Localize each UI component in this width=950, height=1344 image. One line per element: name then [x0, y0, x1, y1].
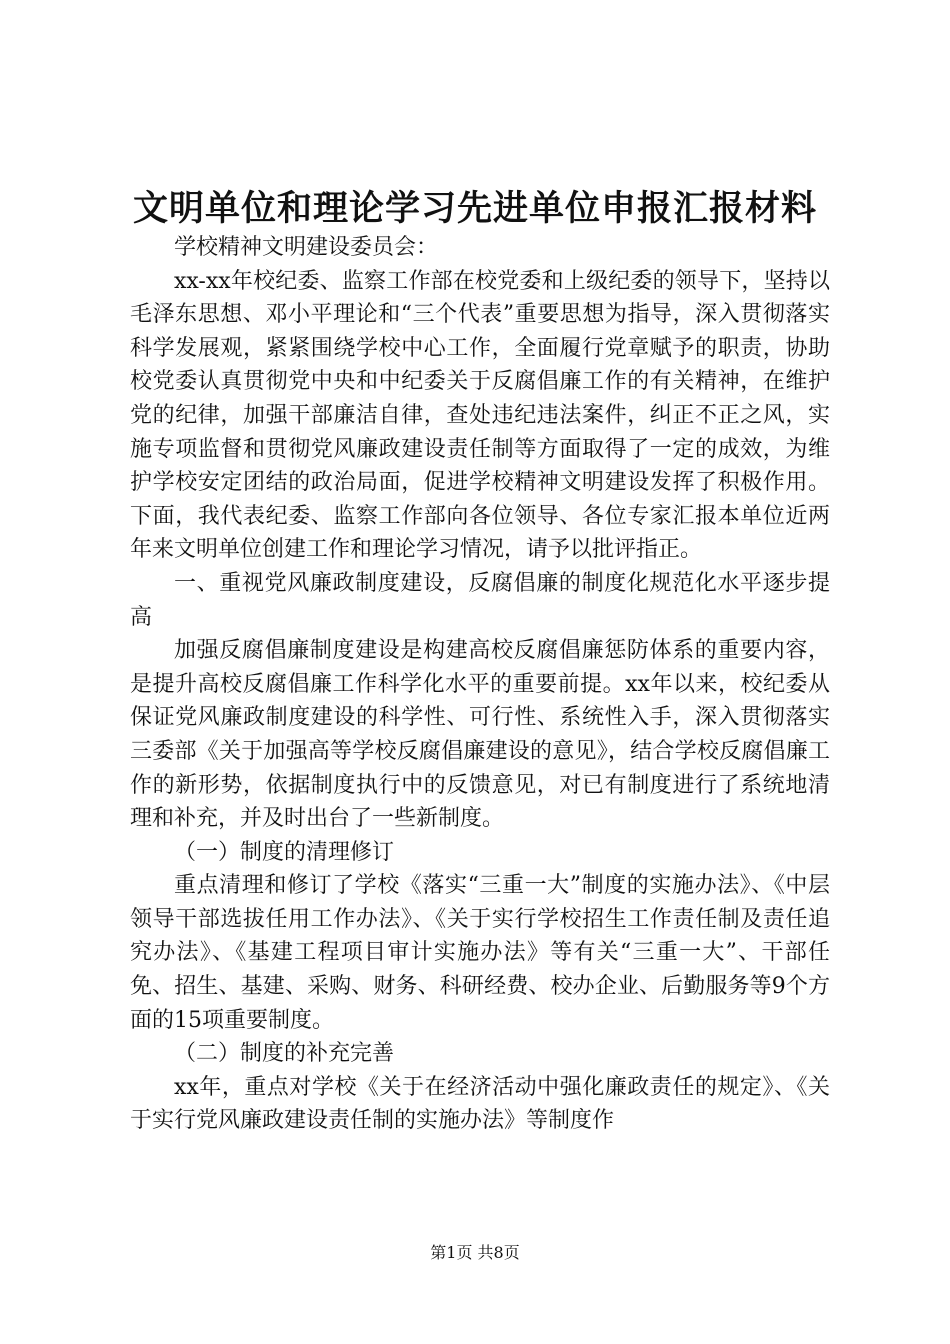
subsection-1-paragraph: 重点清理和修订了学校《落实“三重一大”制度的实施办法》、《中层领导干部选拔任用工作办法》、《关于实行学校招生工作责任制及责任追究办法》、《基建工程项目审计实施办法》等有关“三重一大”、干部任免、招生、基建、采购、财务、科研经费、校办企业、后勤服务等9个方面的15项重要制度。	[130, 873, 830, 1033]
document-title: 文明单位和理论学习先进单位申报汇报材料	[132, 188, 817, 229]
subsection-heading-1: （一）制度的清理修订	[174, 839, 395, 865]
document-body	[130, 231, 830, 1138]
section-1-paragraph: 加强反腐倡廉制度建设是构建高校反腐倡廉惩防体系的重要内容，是提升高校反腐倡廉工作科学化水平的重要前提。xx年以来，校纪委从保证党风廉政制度建设的科学性、可行性、系统性入手，深入贯彻落实三委部《关于加强高等学校反腐倡廉建设的意见》，结合学校反腐倡廉工作的新形势，依据制度执行中的反馈意见，对已有制度进行了系统地清理和补充，并及时出台了一些新制度。	[130, 638, 830, 832]
intro-paragraph: xx-xx年校纪委、监察工作部在校党委和上级纪委的领导下，坚持以毛泽东思想、邓小平理论和“三个代表”重要思想为指导，深入贯彻落实科学发展观，紧紧围绕学校中心工作，全面履行党章赋予的职责，协助校党委认真贯彻党中央和中纪委关于反腐倡廉工作的有关精神，在维护党的纪律，加强干部廉洁自律，查处违纪违法案件，纠正不正之风，实施专项监督和贯彻党风廉政建设责任制等方面取得了一定的成效，为维护学校安定团结的政治局面，促进学校精神文明建设发挥了积极作用。下面，我代表纪委、监察工作部向各位领导、各位专家汇报本单位近两年来文明单位创建工作和理论学习情况，请予以批评指正。	[130, 268, 830, 563]
section-heading-1: 一、重视党风廉政制度建设，反腐倡廉的制度化规范化水平逐步提高	[130, 570, 830, 630]
subsection-heading-2: （二）制度的补充完善	[174, 1041, 395, 1067]
page-number-footer: 第1页 共8页	[430, 1243, 520, 1262]
salutation-paragraph: 学校精神文明建设委员会：	[174, 235, 439, 260]
subsection-2-paragraph: xx年，重点对学校《关于在经济活动中强化廉政责任的规定》、《关于实行党风廉政建设责任制的实施办法》等制度作	[130, 1074, 830, 1134]
